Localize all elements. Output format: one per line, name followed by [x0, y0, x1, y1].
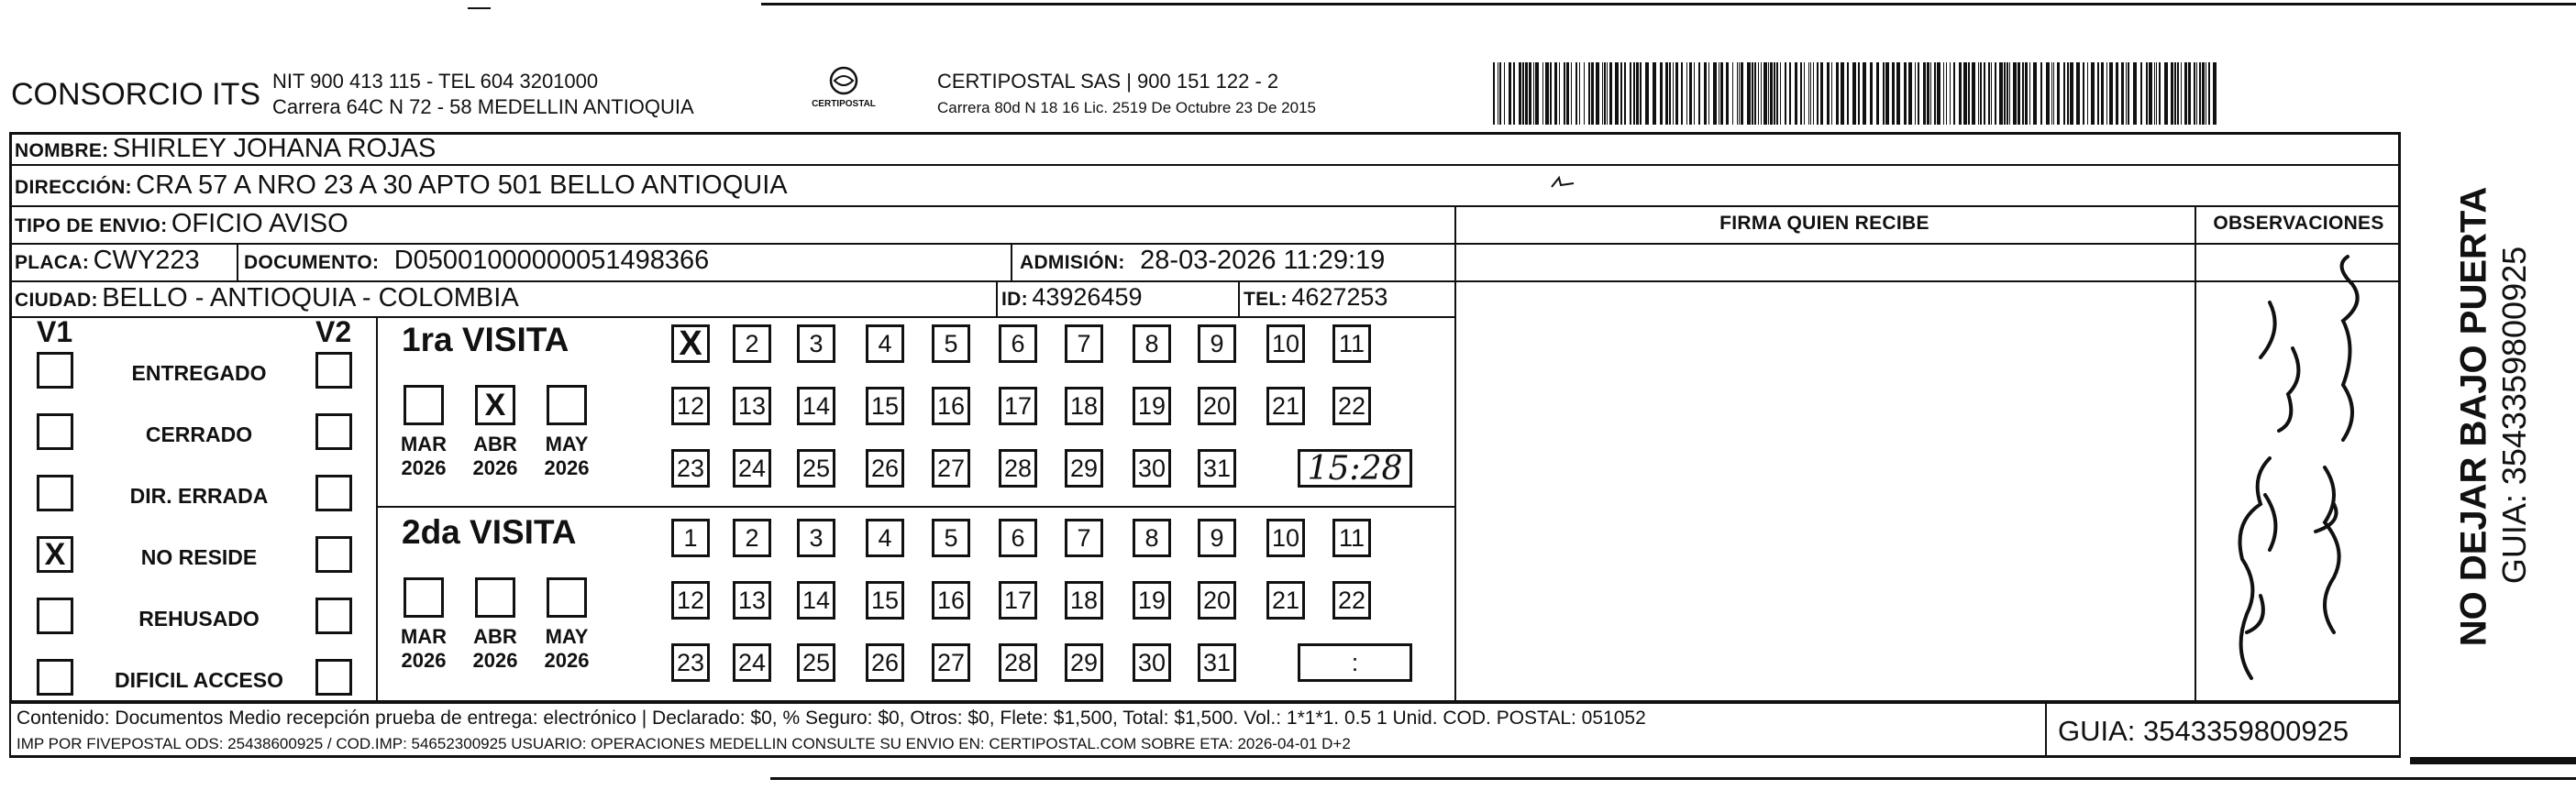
row-line	[9, 164, 2401, 166]
visit1-day-box[interactable]	[797, 324, 835, 363]
day-number: 28	[1003, 454, 1033, 482]
day-number: 28	[1003, 648, 1033, 676]
v1-checkbox[interactable]	[37, 598, 73, 634]
documento-value: D05001000000051498366	[393, 246, 710, 275]
day-number: 30	[1137, 648, 1166, 676]
visit2-day-box[interactable]	[866, 581, 904, 620]
day-number: 3	[809, 329, 824, 357]
visit2-month-checkbox[interactable]	[404, 577, 444, 618]
v2-checkbox[interactable]	[315, 536, 352, 573]
day-number: 22	[1337, 391, 1366, 420]
check-mark: X	[484, 387, 506, 422]
day-number: 10	[1271, 329, 1300, 357]
ciudad-label: CIUDAD:	[15, 290, 98, 311]
day-number: 1	[683, 523, 698, 552]
day-number: 31	[1202, 648, 1232, 676]
v2-checkbox[interactable]	[315, 352, 352, 389]
day-number: 19	[1137, 391, 1166, 420]
visit2-day-box[interactable]	[932, 519, 970, 557]
visit2-day-box[interactable]	[733, 581, 771, 620]
day-number: 21	[1271, 586, 1300, 614]
day-number: 20	[1202, 391, 1232, 420]
ciudad-row	[15, 283, 519, 313]
row-line	[376, 506, 1454, 508]
status-label: NO RESIDE	[140, 545, 258, 569]
visit2-day-box[interactable]	[999, 643, 1037, 682]
placa-value: CWY223	[93, 246, 200, 275]
month-name: MAY	[545, 625, 589, 648]
side-line2: GUIA: 3543359800925	[2495, 246, 2533, 585]
carrier-address: Carrera 80d N 18 16 Lic. 2519 De Octubre 23 De 2015	[937, 99, 1316, 116]
visit2-day-box[interactable]	[1332, 519, 1371, 557]
day-number: X	[679, 324, 702, 363]
direccion-value: CRA 57 A NRO 23 A 30 APTO 501 BELLO ANTIOQUIA	[136, 170, 788, 200]
day-number: 27	[936, 454, 966, 482]
company-address: Carrera 64C N 72 - 58 MEDELLIN ANTIOQUIA	[272, 95, 694, 118]
month-year: 2026	[401, 456, 447, 479]
day-number: 10	[1271, 523, 1300, 552]
col-line	[376, 316, 378, 700]
col-line	[996, 280, 998, 316]
documento-row	[244, 246, 709, 276]
id-value: 43926459	[1032, 283, 1143, 311]
footer-frame-left	[9, 702, 11, 757]
visit2-day-box[interactable]	[1266, 519, 1305, 557]
visit2-day-box[interactable]	[733, 643, 771, 682]
day-number: 24	[737, 454, 767, 482]
visit1-day-box[interactable]	[733, 387, 771, 425]
side-line1: NO DEJAR BAJO PUERTA	[2453, 186, 2494, 647]
v1-label: V1	[37, 315, 73, 348]
documento-label: DOCUMENTO:	[244, 252, 380, 273]
col-line	[1454, 205, 1456, 700]
visit1-day-box[interactable]	[671, 449, 710, 488]
nombre-label: NOMBRE:	[15, 140, 109, 161]
visit2-day-box[interactable]	[797, 581, 835, 620]
visit1-month-label	[468, 433, 523, 480]
visit2-day-box[interactable]	[1266, 581, 1305, 620]
day-number: 6	[1011, 523, 1025, 552]
visit1-day-box[interactable]	[1266, 387, 1305, 425]
day-number: 24	[737, 648, 767, 676]
visit1-month-label	[539, 433, 594, 480]
visit2-month-checkbox[interactable]	[547, 577, 587, 618]
visit2-day-box[interactable]	[671, 519, 710, 557]
day-number: 11	[1338, 523, 1365, 552]
day-number: 19	[1137, 586, 1166, 614]
visit1-day-box[interactable]	[1133, 324, 1171, 363]
visit1-time-box[interactable]	[1298, 449, 1412, 488]
logo-text: CERTIPOSTAL	[812, 99, 876, 109]
tel-label: TEL:	[1244, 289, 1288, 310]
signature-header: FIRMA QUIEN RECIBE	[1719, 213, 1929, 234]
day-number: 4	[878, 523, 892, 552]
visit1-day-box[interactable]	[932, 387, 970, 425]
day-number: 8	[1144, 523, 1159, 552]
visit2-day-box[interactable]	[999, 519, 1037, 557]
day-number: 12	[676, 586, 705, 614]
day-number: 15	[870, 586, 900, 614]
visit1-day-box[interactable]	[866, 324, 904, 363]
month-name: MAY	[545, 433, 589, 455]
visit1-day-box[interactable]	[866, 449, 904, 488]
visit2-month-label	[468, 625, 523, 673]
admision-label: ADMISIÓN:	[1020, 252, 1125, 273]
company-nit: NIT 900 413 115 - TEL 604 3201000	[272, 70, 599, 93]
nombre-value: SHIRLEY JOHANA ROJAS	[112, 134, 437, 163]
visit1-day-box[interactable]	[1332, 324, 1371, 363]
day-number: 23	[676, 648, 705, 676]
direccion-label: DIRECCIÓN:	[15, 177, 132, 198]
visit1-month-checkbox[interactable]	[547, 385, 587, 425]
direccion-row	[15, 170, 788, 201]
month-name: MAR	[400, 433, 448, 455]
col-line	[1011, 243, 1012, 280]
ciudad-value: BELLO - ANTIOQUIA - COLOMBIA	[102, 283, 519, 313]
visit2-day-box[interactable]	[1198, 643, 1236, 682]
tipo-value: OFICIO AVISO	[171, 209, 348, 238]
day-number: 14	[802, 586, 831, 614]
status-label: DIR. ERRADA	[129, 484, 269, 508]
v2-checkbox[interactable]	[315, 598, 352, 634]
visit1-day-box[interactable]	[733, 324, 771, 363]
day-number: 3	[809, 523, 824, 552]
v1-checkbox[interactable]	[37, 413, 73, 450]
footer-line1: Contenido: Documentos Medio recepción prueba de entrega: electrónico | Declarado: $0, % Seguro: $0, Otros: $0, Flete: $1,500, Total: $1,500. Vol.: 1*1*1. 0.5 1 Unid. COD. POSTAL: 051052	[17, 708, 1646, 729]
row-line	[9, 205, 2401, 207]
day-number: 8	[1144, 329, 1159, 357]
day-number: 15	[870, 391, 900, 420]
day-number: 4	[878, 329, 892, 357]
month-year: 2026	[472, 456, 518, 479]
visit1-day-box[interactable]	[797, 387, 835, 425]
visit1-day-box[interactable]	[1133, 387, 1171, 425]
barcode	[1493, 62, 2225, 125]
row-line	[9, 243, 2401, 245]
visit2-time-box[interactable]	[1298, 643, 1412, 682]
footer-line	[9, 700, 2401, 703]
day-number: 14	[802, 391, 831, 420]
visit2-day-box[interactable]	[1133, 519, 1171, 557]
placa-row	[15, 246, 200, 276]
observations-header: OBSERVACIONES	[2213, 213, 2384, 234]
visit1-day-box[interactable]	[932, 449, 970, 488]
visit2-day-box[interactable]	[671, 581, 710, 620]
footer-line2: IMP POR FIVEPOSTAL ODS: 25438600925 / COD.IMP: 54652300925 USUARIO: OPERACIONES MEDELLIN CONSULTE SU ENVIO EN: CERTIPOSTAL.COM SOBRE ETA: 2026-04-01 D+2	[17, 735, 1351, 752]
time-value: :	[1351, 648, 1359, 676]
bottom-rule	[770, 777, 2576, 780]
visit1-day-box[interactable]	[1198, 387, 1236, 425]
v2-checkbox[interactable]	[315, 413, 352, 450]
day-number: 13	[737, 391, 767, 420]
handwritten-observation	[2196, 247, 2401, 697]
tipo-label: TIPO DE ENVIO:	[15, 215, 168, 236]
id-label: ID:	[1001, 289, 1028, 310]
day-number: 11	[1338, 329, 1365, 357]
month-name: ABR	[473, 625, 517, 648]
visit2-day-box[interactable]	[797, 643, 835, 682]
check-mark: X	[44, 536, 66, 572]
admision-value: 28-03-2026 11:29:19	[1140, 246, 1386, 275]
visit2-day-box[interactable]	[1133, 643, 1171, 682]
v2-checkbox[interactable]	[315, 475, 352, 511]
day-number: 30	[1137, 454, 1166, 482]
footer-frame-right	[2399, 702, 2401, 757]
visit1-month-checkbox[interactable]	[404, 385, 444, 425]
visit2-day-box[interactable]	[932, 581, 970, 620]
status-label: DIFICIL ACCESO	[114, 668, 283, 692]
v2-checkbox[interactable]	[315, 659, 352, 696]
month-year: 2026	[544, 649, 590, 672]
time-value: 15:28	[1307, 449, 1403, 488]
month-year: 2026	[544, 456, 590, 479]
day-number: 20	[1202, 586, 1232, 614]
visit2-day-box[interactable]	[797, 519, 835, 557]
row-line	[9, 316, 1454, 318]
carrier-line: CERTIPOSTAL SAS | 900 151 122 - 2	[937, 70, 1279, 93]
day-number: 5	[944, 329, 958, 357]
visit1-title: 1ra VISITA	[402, 321, 569, 358]
visit1-day-box[interactable]	[1065, 449, 1103, 488]
visit1-day-box[interactable]	[671, 324, 710, 363]
visit1-day-box[interactable]	[1065, 387, 1103, 425]
day-number: 29	[1069, 454, 1099, 482]
visit2-day-box[interactable]	[1198, 519, 1236, 557]
footer-divider	[2045, 702, 2047, 755]
day-number: 16	[936, 586, 966, 614]
col-line	[237, 243, 238, 280]
visit2-day-box[interactable]	[733, 519, 771, 557]
visit2-day-box[interactable]	[1332, 581, 1371, 620]
day-number: 18	[1069, 391, 1099, 420]
day-number: 16	[936, 391, 966, 420]
month-name: ABR	[473, 433, 517, 455]
day-number: 9	[1210, 523, 1224, 552]
visit1-day-box[interactable]	[932, 324, 970, 363]
day-number: 7	[1077, 329, 1091, 357]
company-name: CONSORCIO ITS	[11, 77, 261, 112]
visit2-month-checkbox[interactable]	[475, 577, 515, 618]
day-number: 26	[870, 648, 900, 676]
day-number: 22	[1337, 586, 1366, 614]
visit1-day-box[interactable]	[1198, 449, 1236, 488]
visit1-day-box[interactable]	[1266, 324, 1305, 363]
day-number: 2	[745, 523, 759, 552]
day-number: 29	[1069, 648, 1099, 676]
visit2-day-box[interactable]	[1065, 581, 1103, 620]
day-number: 27	[936, 648, 966, 676]
visit1-day-box[interactable]	[1332, 387, 1371, 425]
tipo-row	[15, 209, 348, 239]
visit2-month-label	[539, 625, 594, 673]
day-number: 2	[745, 329, 759, 357]
day-number: 12	[676, 391, 705, 420]
status-label: ENTREGADO	[131, 361, 267, 385]
visit1-day-box[interactable]	[1065, 324, 1103, 363]
visit1-day-box[interactable]	[671, 387, 710, 425]
visit2-day-box[interactable]	[932, 643, 970, 682]
day-number: 9	[1210, 329, 1224, 357]
admision-row	[1020, 246, 1385, 276]
day-number: 25	[802, 648, 831, 676]
v1-checkbox[interactable]	[37, 475, 73, 511]
status-label: REHUSADO	[138, 607, 260, 631]
day-number: 23	[676, 454, 705, 482]
visit2-day-box[interactable]	[1065, 519, 1103, 557]
col-line	[1238, 280, 1240, 316]
footer-frame-bottom	[9, 755, 2401, 758]
day-number: 13	[737, 586, 767, 614]
tel-value: 4627253	[1291, 283, 1388, 311]
id-row	[1001, 283, 1143, 312]
v1-checkbox[interactable]	[37, 659, 73, 696]
visit2-day-box[interactable]	[1065, 643, 1103, 682]
day-number: 5	[944, 523, 958, 552]
v1-checkbox[interactable]	[37, 352, 73, 389]
placa-label: PLACA:	[15, 252, 90, 273]
tel-row	[1244, 283, 1388, 312]
day-number: 17	[1003, 391, 1033, 420]
status-label: CERRADO	[145, 422, 253, 446]
month-year: 2026	[401, 649, 447, 672]
visit1-day-box[interactable]	[733, 449, 771, 488]
nombre-row	[15, 134, 436, 164]
visit1-day-box[interactable]	[999, 449, 1037, 488]
visit2-title: 2da VISITA	[402, 513, 577, 551]
month-year: 2026	[472, 649, 518, 672]
visit1-day-box[interactable]	[999, 387, 1037, 425]
visit2-day-box[interactable]	[671, 643, 710, 682]
visit2-month-label	[396, 625, 451, 673]
visit2-day-box[interactable]	[866, 643, 904, 682]
certipostal-logo	[807, 64, 880, 115]
visit1-month-checkbox[interactable]	[475, 385, 515, 425]
visit1-month-label	[396, 433, 451, 480]
day-number: 21	[1271, 391, 1300, 420]
top-rule	[761, 3, 2576, 5]
day-number: 18	[1069, 586, 1099, 614]
pen-mark	[1550, 174, 1577, 197]
day-number: 6	[1011, 329, 1025, 357]
top-dash	[468, 7, 491, 9]
visit1-day-box[interactable]	[1133, 449, 1171, 488]
day-number: 17	[1003, 586, 1033, 614]
v2-label: V2	[315, 315, 352, 348]
visit1-day-box[interactable]	[866, 387, 904, 425]
visit2-day-box[interactable]	[999, 581, 1037, 620]
visit1-day-box[interactable]	[999, 324, 1037, 363]
visit1-day-box[interactable]	[797, 449, 835, 488]
day-number: 31	[1202, 454, 1232, 482]
bottom-rule-right	[2410, 757, 2576, 764]
visit2-day-box[interactable]	[1198, 581, 1236, 620]
month-name: MAR	[400, 625, 448, 648]
visit2-day-box[interactable]	[1133, 581, 1171, 620]
v1-checkbox[interactable]	[37, 536, 73, 573]
day-number: 7	[1077, 523, 1091, 552]
day-number: 26	[870, 454, 900, 482]
side-warning	[2406, 156, 2544, 669]
visit2-day-box[interactable]	[866, 519, 904, 557]
footer-guia: GUIA: 3543359800925	[2058, 715, 2349, 747]
visit1-day-box[interactable]	[1198, 324, 1236, 363]
day-number: 25	[802, 454, 831, 482]
